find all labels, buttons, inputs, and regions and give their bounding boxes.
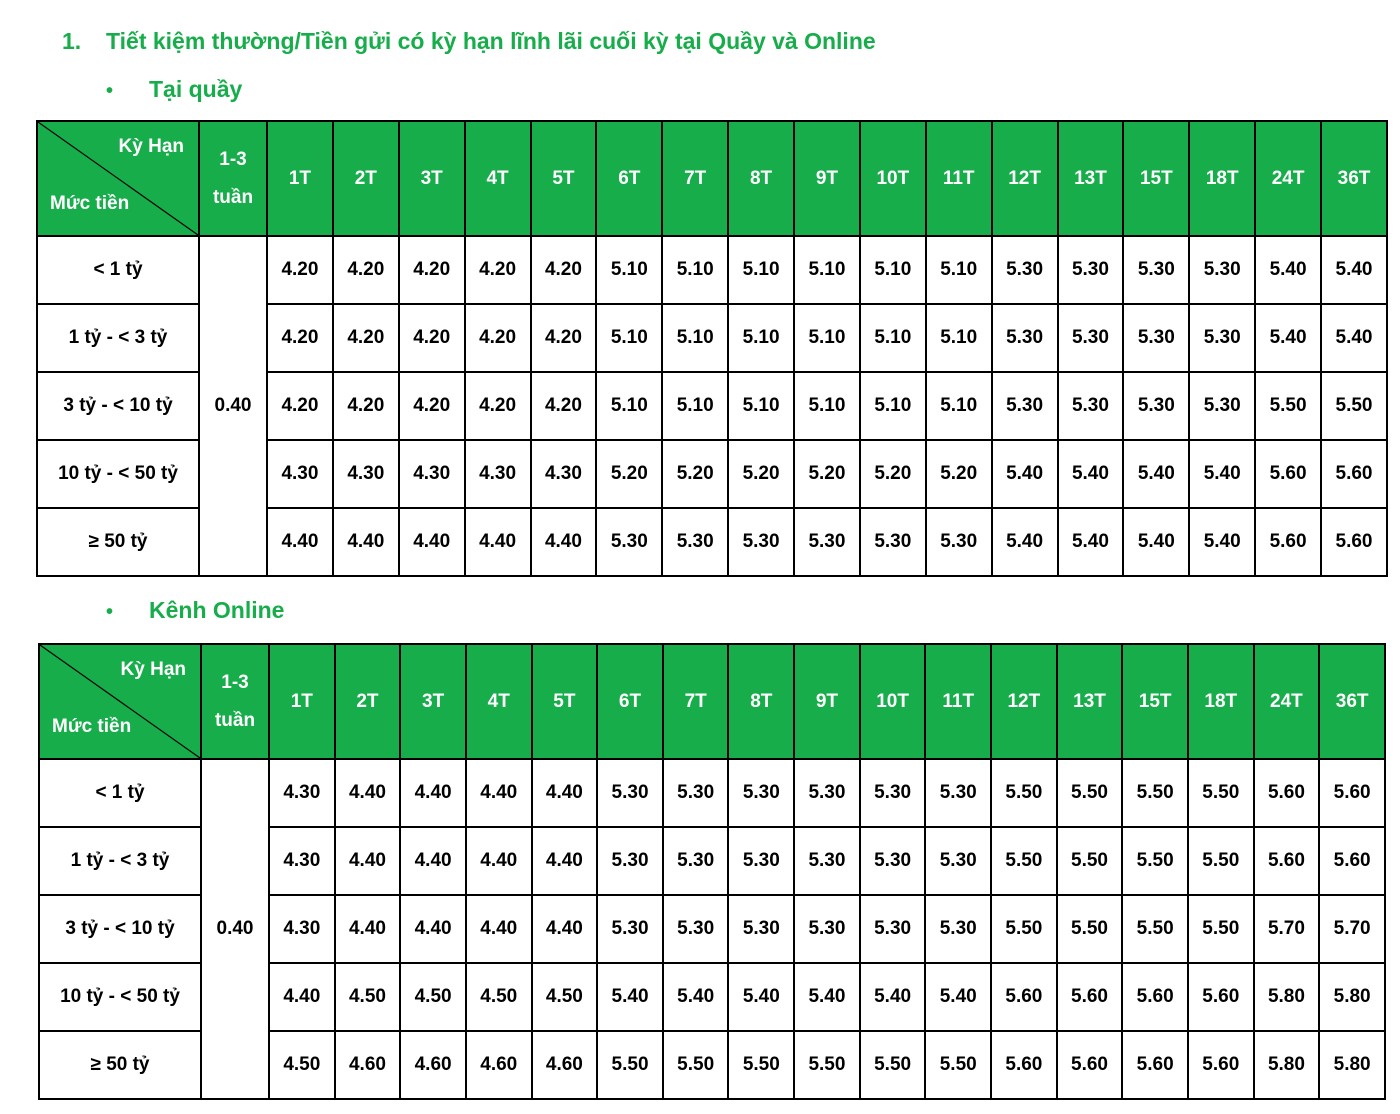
rate-cell: 5.80 — [1254, 963, 1320, 1031]
rate-cell: 5.60 — [1319, 759, 1385, 827]
rate-cell: 5.60 — [1255, 440, 1321, 508]
rate-cell: 5.40 — [728, 963, 794, 1031]
rate-cell: 4.30 — [465, 440, 531, 508]
heading-title: Tiết kiệm thường/Tiền gửi có kỳ hạn lĩnh lãi cuối kỳ tại Quầy và Online — [106, 28, 876, 54]
term-header-cell: 18T — [1188, 644, 1254, 759]
rate-cell: 4.40 — [400, 759, 466, 827]
term-header-cell: 4T — [465, 121, 531, 236]
rate-cell: 5.40 — [992, 508, 1058, 576]
rate-cell: 5.30 — [794, 827, 860, 895]
term-header-cell: 11T — [925, 644, 991, 759]
amount-tier-cell: 10 tỷ - < 50 tỷ — [39, 963, 201, 1031]
amount-axis-label: Mức tiền — [52, 716, 132, 737]
rate-cell: 4.20 — [267, 372, 333, 440]
rate-cell: 4.40 — [333, 508, 399, 576]
rate-cell: 5.60 — [1319, 827, 1385, 895]
rate-cell: 5.80 — [1319, 963, 1385, 1031]
rate-cell: 5.40 — [597, 963, 663, 1031]
rate-cell: 5.30 — [1123, 372, 1189, 440]
amount-tier-cell: 3 tỷ - < 10 tỷ — [37, 372, 199, 440]
rate-cell: 5.30 — [1123, 304, 1189, 372]
rate-cell: 5.30 — [860, 759, 926, 827]
amount-tier-cell: < 1 tỷ — [39, 759, 201, 827]
rate-cell: 5.60 — [991, 1031, 1057, 1099]
rate-cell: 5.10 — [662, 236, 728, 304]
rate-table-counter — [36, 120, 1388, 577]
amount-tier-cell: ≥ 50 tỷ — [37, 508, 199, 576]
rate-cell: 5.30 — [794, 508, 860, 576]
rate-cell: 5.30 — [794, 759, 860, 827]
rate-cell: 5.60 — [1188, 963, 1254, 1031]
rate-cell: 5.10 — [926, 372, 992, 440]
rate-cell: 4.40 — [465, 508, 531, 576]
weeks-header-line2: tuần — [212, 186, 254, 208]
rate-cell: 5.50 — [991, 827, 1057, 895]
rate-cell: 5.50 — [597, 1031, 663, 1099]
rate-cell: 4.20 — [267, 304, 333, 372]
rate-cell: 5.60 — [991, 963, 1057, 1031]
term-header-cell: 24T — [1254, 644, 1320, 759]
rate-cell: 5.50 — [1188, 827, 1254, 895]
term-header-cell: 15T — [1123, 121, 1189, 236]
rate-cell: 4.20 — [531, 236, 597, 304]
term-header-cell: 36T — [1321, 121, 1387, 236]
rate-cell: 5.50 — [925, 1031, 991, 1099]
rate-cell: 4.30 — [269, 759, 335, 827]
term-axis-label: Kỳ Hạn — [120, 659, 186, 680]
term-header-cell: 11T — [926, 121, 992, 236]
rate-cell: 4.40 — [399, 508, 465, 576]
rate-cell: 5.30 — [662, 508, 728, 576]
rate-cell: 5.30 — [1189, 372, 1255, 440]
rate-cell: 4.60 — [335, 1031, 401, 1099]
rate-cell: 5.50 — [1122, 759, 1188, 827]
weeks-rate-cell: 0.40 — [199, 236, 267, 576]
amount-tier-cell: 10 tỷ - < 50 tỷ — [37, 440, 199, 508]
rate-cell: 5.50 — [1122, 895, 1188, 963]
rate-cell: 4.50 — [400, 963, 466, 1031]
table-row — [39, 759, 1385, 827]
rate-cell: 5.20 — [728, 440, 794, 508]
rate-cell: 5.10 — [728, 304, 794, 372]
rate-cell: 5.40 — [1189, 440, 1255, 508]
rate-cell: 4.20 — [399, 372, 465, 440]
rate-cell: 5.60 — [1254, 759, 1320, 827]
heading-number: 1. — [62, 28, 82, 54]
rate-cell: 4.30 — [399, 440, 465, 508]
rate-cell: 4.60 — [532, 1031, 598, 1099]
rate-cell: 5.10 — [926, 236, 992, 304]
rate-cell: 5.30 — [728, 895, 794, 963]
rate-cell: 4.20 — [399, 236, 465, 304]
rate-cell: 5.30 — [925, 827, 991, 895]
rate-cell: 4.30 — [269, 827, 335, 895]
rate-table-online — [38, 643, 1386, 1100]
rate-cell: 5.60 — [1122, 1031, 1188, 1099]
amount-tier-cell: 1 tỷ - < 3 tỷ — [39, 827, 201, 895]
rate-cell: 5.30 — [663, 759, 729, 827]
rate-cell: 5.30 — [794, 895, 860, 963]
term-header-cell: 12T — [991, 644, 1057, 759]
rate-cell: 5.40 — [1255, 304, 1321, 372]
rate-cell: 5.40 — [1321, 304, 1387, 372]
rate-cell: 5.50 — [991, 895, 1057, 963]
section-title: Kênh Online — [149, 597, 285, 623]
rate-cell: 5.60 — [1122, 963, 1188, 1031]
rate-cell: 5.30 — [728, 508, 794, 576]
term-header-cell: 3T — [399, 121, 465, 236]
rate-cell: 5.60 — [1254, 827, 1320, 895]
term-header-cell: 9T — [794, 121, 860, 236]
rate-cell: 5.10 — [860, 372, 926, 440]
table-row — [37, 236, 1387, 304]
term-header-cell: 36T — [1319, 644, 1385, 759]
rate-cell: 5.30 — [728, 759, 794, 827]
term-header-cell: 15T — [1122, 644, 1188, 759]
rate-cell: 5.40 — [663, 963, 729, 1031]
rate-cell: 5.50 — [860, 1031, 926, 1099]
rate-cell: 4.40 — [269, 963, 335, 1031]
rate-cell: 5.20 — [926, 440, 992, 508]
rate-cell: 4.40 — [400, 827, 466, 895]
rate-cell: 5.40 — [1123, 508, 1189, 576]
table-header-row — [39, 644, 1385, 759]
rate-cell: 5.50 — [1057, 827, 1123, 895]
rate-cell: 4.60 — [466, 1031, 532, 1099]
term-header-cell: 8T — [728, 121, 794, 236]
rate-cell: 4.40 — [335, 827, 401, 895]
rate-cell: 5.30 — [663, 895, 729, 963]
rate-cell: 5.10 — [860, 304, 926, 372]
term-header-cell: 2T — [333, 121, 399, 236]
rate-cell: 4.40 — [335, 759, 401, 827]
rate-cell: 5.10 — [926, 304, 992, 372]
rate-cell: 5.30 — [596, 508, 662, 576]
rate-cell: 4.50 — [335, 963, 401, 1031]
rate-cell: 4.20 — [333, 304, 399, 372]
rate-cell: 4.50 — [269, 1031, 335, 1099]
rate-cell: 4.40 — [335, 895, 401, 963]
rate-cell: 5.40 — [1058, 440, 1124, 508]
term-header-cell: 5T — [531, 121, 597, 236]
table-header-row — [37, 121, 1387, 236]
rate-cell: 5.80 — [1254, 1031, 1320, 1099]
term-axis-label: Kỳ Hạn — [118, 136, 184, 157]
rate-cell: 5.40 — [794, 963, 860, 1031]
rate-cell: 4.40 — [532, 895, 598, 963]
rate-cell: 5.50 — [1122, 827, 1188, 895]
rate-cell: 5.20 — [662, 440, 728, 508]
bullet-icon: • — [106, 601, 114, 623]
rate-cell: 4.40 — [466, 759, 532, 827]
term-header-cell: 3T — [400, 644, 466, 759]
term-header-cell: 7T — [662, 121, 728, 236]
rate-cell: 5.50 — [728, 1031, 794, 1099]
weeks-rate-cell: 0.40 — [201, 759, 269, 1099]
rate-cell: 5.50 — [991, 759, 1057, 827]
term-header-cell: 7T — [663, 644, 729, 759]
rate-cell: 4.40 — [531, 508, 597, 576]
rate-cell: 5.30 — [925, 895, 991, 963]
rate-cell: 5.50 — [1188, 895, 1254, 963]
rate-cell: 5.70 — [1319, 895, 1385, 963]
rate-cell: 5.40 — [1255, 236, 1321, 304]
section-label-counter — [106, 76, 242, 103]
rate-cell: 5.10 — [596, 236, 662, 304]
rate-cell: 5.30 — [597, 827, 663, 895]
corner-header-cell — [39, 644, 201, 759]
rate-cell: 5.30 — [1123, 236, 1189, 304]
rate-cell: 5.10 — [794, 236, 860, 304]
rate-cell: 5.20 — [794, 440, 860, 508]
rate-cell: 5.30 — [663, 827, 729, 895]
rate-cell: 4.20 — [267, 236, 333, 304]
rate-cell: 4.20 — [465, 236, 531, 304]
rate-cell: 5.30 — [1058, 236, 1124, 304]
rate-cell: 5.30 — [926, 508, 992, 576]
bullet-icon: • — [106, 80, 114, 102]
page-heading — [62, 28, 876, 55]
weeks-header-cell — [201, 644, 269, 759]
rate-cell: 5.30 — [992, 236, 1058, 304]
weeks-header-line1: 1-3 — [219, 148, 247, 170]
term-header-cell: 24T — [1255, 121, 1321, 236]
amount-tier-cell: ≥ 50 tỷ — [39, 1031, 201, 1099]
rate-cell: 4.20 — [531, 304, 597, 372]
rate-cell: 5.40 — [860, 963, 926, 1031]
rate-cell: 5.70 — [1254, 895, 1320, 963]
rate-cell: 5.30 — [925, 759, 991, 827]
rate-cell: 5.50 — [1188, 759, 1254, 827]
rate-cell: 5.20 — [596, 440, 662, 508]
rate-cell: 5.10 — [662, 304, 728, 372]
rate-cell: 5.60 — [1188, 1031, 1254, 1099]
rate-cell: 4.30 — [269, 895, 335, 963]
rate-cell: 5.30 — [1058, 304, 1124, 372]
term-header-cell: 4T — [466, 644, 532, 759]
rate-cell: 4.40 — [466, 895, 532, 963]
rate-cell: 5.40 — [1321, 236, 1387, 304]
rate-cell: 5.60 — [1321, 440, 1387, 508]
term-header-cell: 1T — [269, 644, 335, 759]
term-header-cell: 6T — [596, 121, 662, 236]
rate-cell: 4.20 — [333, 236, 399, 304]
term-header-cell: 5T — [532, 644, 598, 759]
rate-cell: 5.20 — [860, 440, 926, 508]
rate-cell: 5.50 — [1255, 372, 1321, 440]
weeks-header-cell — [199, 121, 267, 236]
rate-cell: 5.80 — [1319, 1031, 1385, 1099]
rate-cell: 5.30 — [1058, 372, 1124, 440]
rate-cell: 5.40 — [992, 440, 1058, 508]
term-header-cell: 12T — [992, 121, 1058, 236]
rate-cell: 5.50 — [794, 1031, 860, 1099]
amount-axis-label: Mức tiền — [50, 193, 130, 214]
term-header-cell: 6T — [597, 644, 663, 759]
rate-cell: 5.60 — [1255, 508, 1321, 576]
rate-cell: 5.10 — [596, 372, 662, 440]
rate-cell: 5.30 — [1189, 236, 1255, 304]
amount-tier-cell: 3 tỷ - < 10 tỷ — [39, 895, 201, 963]
rate-cell: 5.50 — [1057, 759, 1123, 827]
rate-cell: 5.50 — [663, 1031, 729, 1099]
rate-cell: 4.20 — [399, 304, 465, 372]
rate-cell: 5.40 — [925, 963, 991, 1031]
rate-cell: 5.10 — [794, 304, 860, 372]
section-label-online — [106, 597, 284, 624]
rate-cell: 4.60 — [400, 1031, 466, 1099]
term-header-cell: 1T — [267, 121, 333, 236]
rate-cell: 4.20 — [333, 372, 399, 440]
term-header-cell: 13T — [1057, 644, 1123, 759]
rate-cell: 4.30 — [333, 440, 399, 508]
rate-cell: 5.30 — [992, 304, 1058, 372]
term-header-cell: 9T — [794, 644, 860, 759]
rate-cell: 4.20 — [531, 372, 597, 440]
rate-cell: 4.40 — [532, 827, 598, 895]
term-header-cell: 2T — [335, 644, 401, 759]
rate-cell: 5.50 — [1057, 895, 1123, 963]
rate-cell: 5.30 — [1189, 304, 1255, 372]
rate-cell: 5.10 — [596, 304, 662, 372]
weeks-header-line2: tuần — [214, 709, 256, 731]
rate-cell: 4.20 — [465, 372, 531, 440]
rate-cell: 5.40 — [1189, 508, 1255, 576]
rate-cell: 4.40 — [400, 895, 466, 963]
term-header-cell: 10T — [860, 121, 926, 236]
term-header-cell: 10T — [860, 644, 926, 759]
rate-cell: 5.60 — [1057, 1031, 1123, 1099]
rate-cell: 5.60 — [1057, 963, 1123, 1031]
rate-cell: 5.10 — [728, 236, 794, 304]
rate-cell: 4.40 — [532, 759, 598, 827]
rate-cell: 4.40 — [267, 508, 333, 576]
section-title: Tại quầy — [149, 76, 243, 102]
rate-cell: 5.30 — [597, 895, 663, 963]
rate-cell: 5.10 — [662, 372, 728, 440]
rate-cell: 5.10 — [728, 372, 794, 440]
term-header-cell: 8T — [728, 644, 794, 759]
rate-cell: 5.40 — [1123, 440, 1189, 508]
rate-cell: 4.30 — [267, 440, 333, 508]
rate-cell: 5.40 — [1058, 508, 1124, 576]
term-header-cell: 18T — [1189, 121, 1255, 236]
weeks-header-line1: 1-3 — [221, 671, 249, 693]
rate-cell: 5.30 — [597, 759, 663, 827]
rate-cell: 5.10 — [860, 236, 926, 304]
rate-cell: 4.50 — [532, 963, 598, 1031]
rate-cell: 5.30 — [992, 372, 1058, 440]
rate-cell: 5.30 — [860, 827, 926, 895]
rate-cell: 5.30 — [860, 508, 926, 576]
term-header-cell: 13T — [1058, 121, 1124, 236]
rate-cell: 4.40 — [466, 827, 532, 895]
rate-cell: 5.30 — [860, 895, 926, 963]
corner-header-cell — [37, 121, 199, 236]
rate-cell: 4.50 — [466, 963, 532, 1031]
rate-cell: 4.20 — [465, 304, 531, 372]
rate-cell: 5.30 — [728, 827, 794, 895]
rate-cell: 5.50 — [1321, 372, 1387, 440]
amount-tier-cell: < 1 tỷ — [37, 236, 199, 304]
rate-cell: 4.30 — [531, 440, 597, 508]
rate-cell: 5.60 — [1321, 508, 1387, 576]
rate-cell: 5.10 — [794, 372, 860, 440]
amount-tier-cell: 1 tỷ - < 3 tỷ — [37, 304, 199, 372]
